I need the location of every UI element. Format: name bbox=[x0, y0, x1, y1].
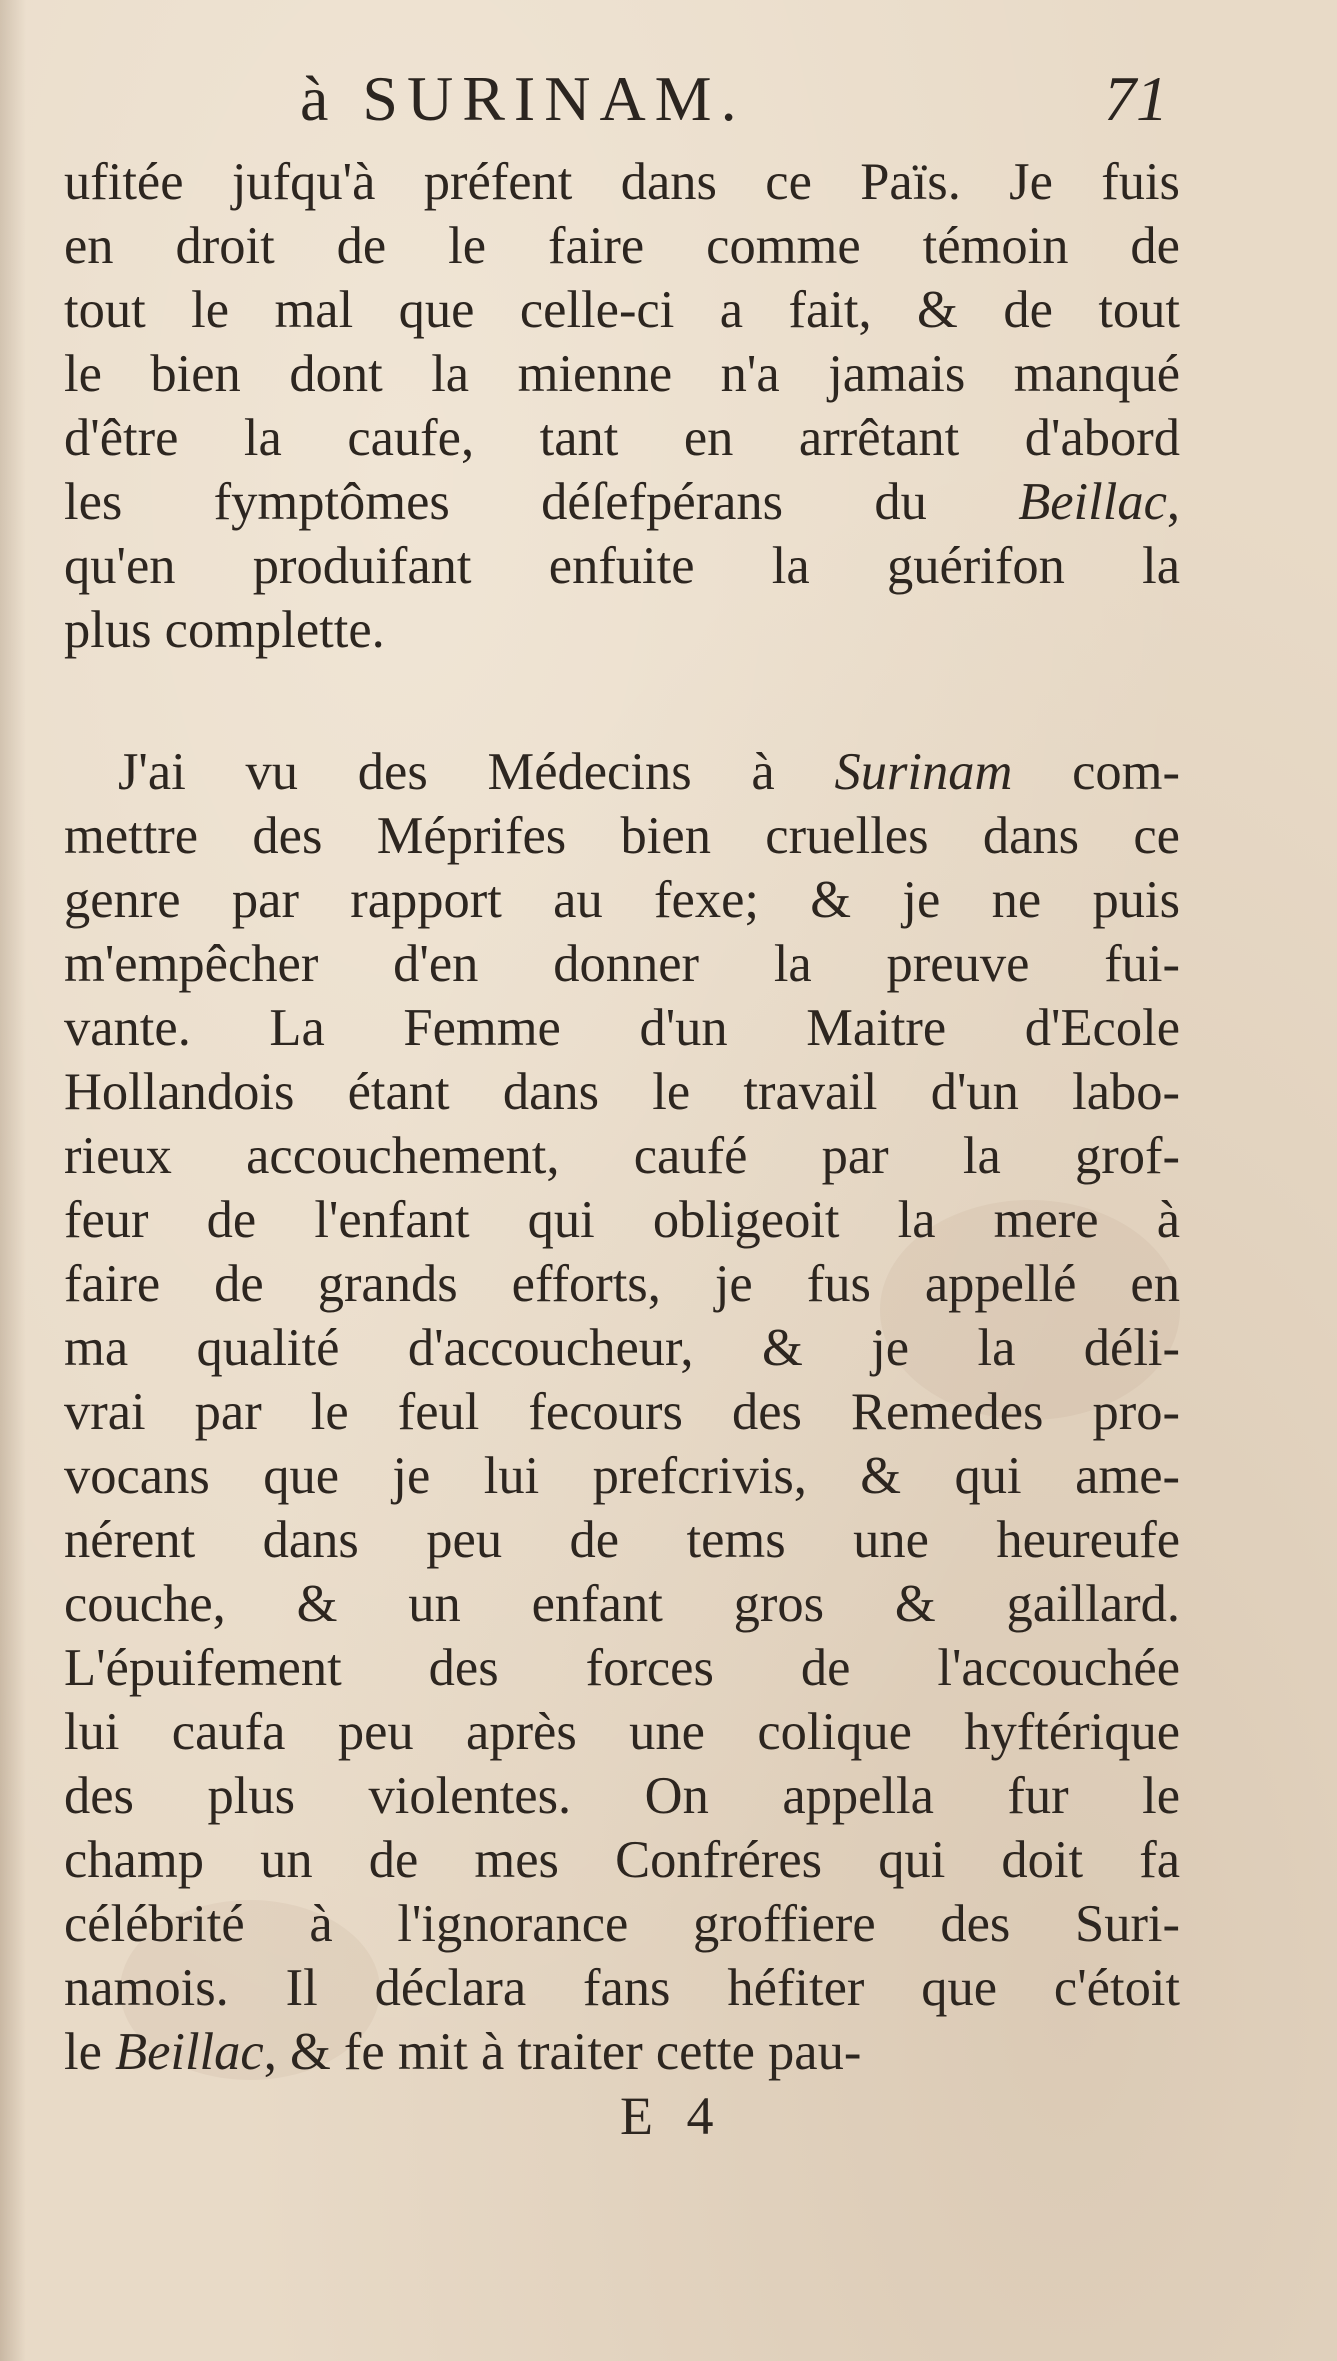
text-run: célébrité à l'ignorance groffiere des Suri- bbox=[64, 1895, 1180, 1953]
text-run: Hollandois étant dans le travail d'un labo- bbox=[64, 1063, 1180, 1121]
text-line bbox=[64, 1188, 1180, 1252]
text-line bbox=[64, 868, 1180, 932]
text-line bbox=[64, 342, 1180, 406]
text-run: com- bbox=[1012, 743, 1180, 801]
text-line bbox=[64, 1444, 1180, 1508]
text-line bbox=[64, 1508, 1180, 1572]
text-line bbox=[64, 1060, 1180, 1124]
text-line bbox=[64, 214, 1180, 278]
signature-mark: E 4 bbox=[620, 2086, 724, 2146]
paragraph-1 bbox=[64, 150, 1180, 662]
text-run: le bbox=[64, 2023, 116, 2081]
text-run: vante. La Femme d'un Maitre d'Ecole bbox=[64, 999, 1180, 1057]
text-run: ufitée jufqu'à préfent dans ce Païs. Je fuis bbox=[64, 153, 1180, 211]
running-head-title: à SURINAM. bbox=[300, 63, 746, 134]
text-line bbox=[64, 1636, 1180, 1700]
text-run: rieux accouchement, caufé par la grof- bbox=[64, 1127, 1180, 1185]
text-line bbox=[64, 1316, 1180, 1380]
text-line bbox=[64, 1956, 1180, 2020]
text-line bbox=[64, 150, 1180, 214]
text-line bbox=[64, 1124, 1180, 1188]
text-run: genre par rapport au fexe; & je ne puis bbox=[64, 871, 1180, 929]
text-line bbox=[64, 1892, 1180, 1956]
text-run: mettre des Méprifes bien cruelles dans ce bbox=[64, 807, 1180, 865]
text-run: d'être la caufe, tant en arrêtant d'abord bbox=[64, 409, 1180, 467]
text-line bbox=[64, 1252, 1180, 1316]
text-run: qu'en produifant enfuite la guérifon la bbox=[64, 537, 1180, 595]
text-run: namois. Il déclara fans héfiter que c'étoit bbox=[64, 1959, 1180, 2017]
page-number: 71 bbox=[1104, 63, 1168, 134]
italic-word: Surinam bbox=[834, 743, 1013, 801]
text-run: les fymptômes déſefpérans du bbox=[64, 473, 1019, 531]
text-run: vocans que je lui prefcrivis, & qui ame- bbox=[64, 1447, 1180, 1505]
text-run: lui caufa peu après une colique hyftérique bbox=[64, 1703, 1180, 1761]
text-line bbox=[64, 278, 1180, 342]
text-run: , & fe mit à traiter cette pau- bbox=[263, 2023, 862, 2081]
text-line bbox=[64, 598, 1180, 662]
text-line bbox=[64, 740, 1180, 804]
text-run: des plus violentes. On appella fur le bbox=[64, 1767, 1180, 1825]
paragraph-2 bbox=[64, 740, 1180, 2084]
italic-word: Beillac bbox=[115, 2023, 264, 2081]
text-line bbox=[64, 406, 1180, 470]
text-line bbox=[64, 470, 1180, 534]
text-run: en droit de le faire comme témoin de bbox=[64, 217, 1180, 275]
text-run: plus complette. bbox=[64, 601, 385, 659]
text-run: , bbox=[1166, 473, 1180, 531]
text-run: feur de l'enfant qui obligeoit la mere à bbox=[64, 1191, 1180, 1249]
text-run: m'empêcher d'en donner la preuve fui- bbox=[64, 935, 1180, 993]
text-line bbox=[64, 1380, 1180, 1444]
text-line bbox=[64, 932, 1180, 996]
text-run: ma qualité d'accoucheur, & je la déli- bbox=[64, 1319, 1180, 1377]
text-run: tout le mal que celle-ci a fait, & de tout bbox=[64, 281, 1180, 339]
text-run: couche, & un enfant gros & gaillard. bbox=[64, 1575, 1180, 1633]
text-line bbox=[64, 2020, 1180, 2084]
text-line bbox=[64, 1572, 1180, 1636]
text-line bbox=[64, 1828, 1180, 1892]
text-line bbox=[64, 534, 1180, 598]
text-run: J'ai vu des Médecins à bbox=[118, 743, 835, 801]
italic-word: Beillac bbox=[1018, 473, 1167, 531]
text-run: nérent dans peu de tems une heureufe bbox=[64, 1511, 1180, 1569]
text-line bbox=[64, 1700, 1180, 1764]
text-run: vrai par le feul fecours des Remedes pro- bbox=[64, 1383, 1180, 1441]
text-line bbox=[64, 804, 1180, 868]
running-head bbox=[64, 62, 1180, 152]
text-run: L'épuifement des forces de l'accouchée bbox=[64, 1639, 1180, 1697]
text-line bbox=[64, 996, 1180, 1060]
text-run: faire de grands efforts, je fus appellé en bbox=[64, 1255, 1180, 1313]
text-line bbox=[64, 1764, 1180, 1828]
text-run: le bien dont la mienne n'a jamais manqué bbox=[64, 345, 1180, 403]
text-run: champ un de mes Confréres qui doit fa bbox=[64, 1831, 1180, 1889]
